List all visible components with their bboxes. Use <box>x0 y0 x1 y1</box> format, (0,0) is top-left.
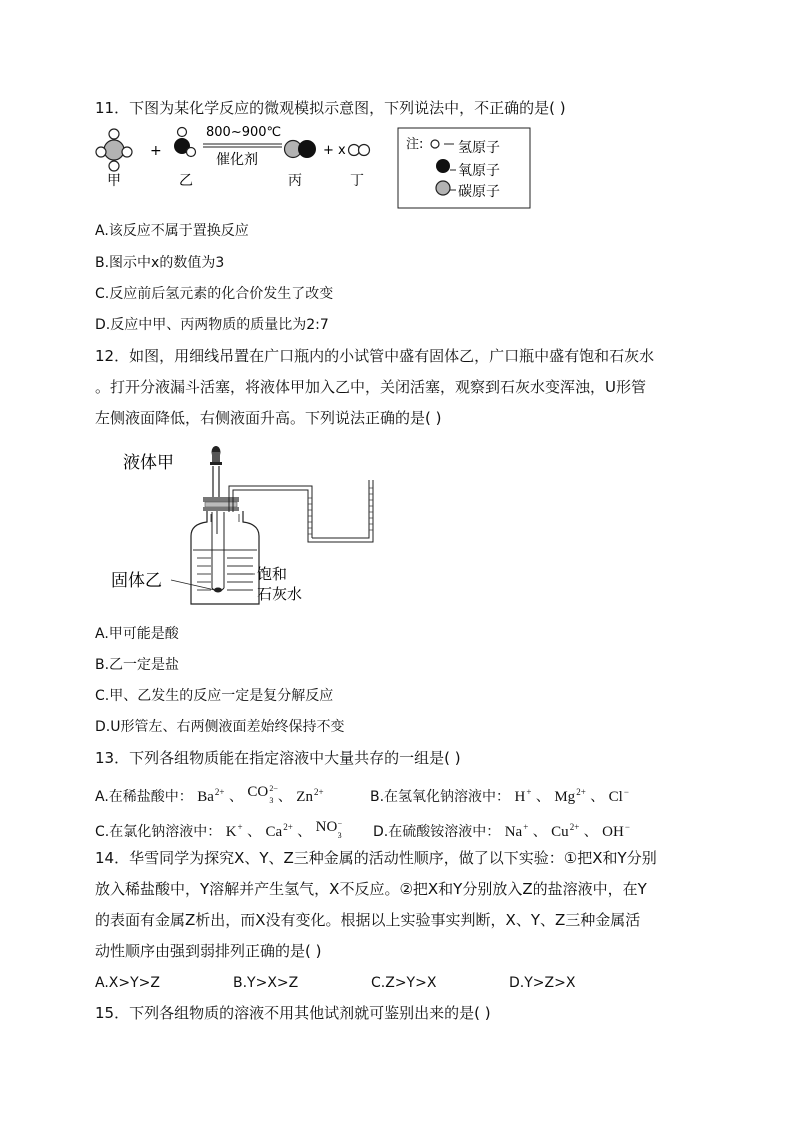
ion-cl: Cl− <box>608 787 629 805</box>
separator: 、 <box>297 824 312 840</box>
molecule-bing <box>285 141 316 158</box>
label-ding: 丁 <box>350 173 364 189</box>
condition-temperature: 800~900℃ <box>206 125 282 140</box>
q12-option-a: A.甲可能是酸 <box>95 626 179 642</box>
ion-ca: $Ca^{2+}$ <box>265 822 293 840</box>
label-lime-water: 石灰水 <box>257 585 303 603</box>
q13-d-prefix: D.在硫酸铵溶液中： <box>373 824 501 840</box>
separator: 、 <box>535 789 550 805</box>
q14-stem-line1: 14．华雪同学为探究X、Y、Z三种金属的活动性顺序，做了以下实验：①把X和Y分别 <box>95 849 657 867</box>
ion-mg: $Mg^{2+}$ <box>554 787 586 805</box>
q12-stem-line3: 左侧液面降低，右侧液面升高。下列说法正确的是( ) <box>95 409 442 427</box>
q12-apparatus-diagram <box>105 442 395 612</box>
molecule-jia <box>96 129 132 171</box>
label-saturated: 饱和 <box>257 565 288 583</box>
q12-option-c: C.甲、乙发生的反应一定是复分解反应 <box>95 688 334 704</box>
u-tube-liquid <box>308 488 373 534</box>
legend-carbon: 碳原子 <box>458 184 500 200</box>
label-yi: 乙 <box>179 173 193 189</box>
q11-option-b: B.图示中x的数值为3 <box>95 255 225 271</box>
label-liquid-jia: 液体甲 <box>123 453 174 473</box>
plus-sign-1: + <box>150 143 162 159</box>
separator: 、 <box>228 789 243 805</box>
separator: 、 <box>532 824 547 840</box>
q11-reaction-diagram <box>90 122 550 212</box>
q13-c-prefix: C.在氯化钠溶液中： <box>95 824 222 840</box>
q12-option-d: D.U形管左、右两侧液面差始终保持不变 <box>95 719 345 735</box>
separator: 、 <box>247 824 262 840</box>
condition-catalyst: 催化剂 <box>216 152 258 168</box>
legend-box <box>398 128 530 208</box>
ion-cu: $Cu^{2+}$ <box>551 822 580 840</box>
legend-title: 注: <box>406 137 424 152</box>
legend-oxygen: 氧原子 <box>458 163 500 179</box>
label-bing: 丙 <box>288 173 302 189</box>
q13-option-d <box>373 817 630 842</box>
q14-option-c: C.Z>Y>X <box>371 975 437 991</box>
q13-option-a <box>95 782 324 807</box>
molecule-ding <box>349 145 370 156</box>
separator: 、 <box>583 824 598 840</box>
q14-stem-line2: 放入稀盐酸中，Y溶解并产生氢气，X不反应。②把X和Y分别放入Z的盐溶液中，在Y <box>95 880 647 898</box>
rubber-stopper <box>203 497 239 511</box>
label-jia: 甲 <box>107 173 121 189</box>
separator: 、 <box>590 789 605 805</box>
molecule-yi <box>175 128 196 157</box>
u-tube <box>229 480 373 542</box>
ion-h: H+ <box>514 787 532 805</box>
lime-water <box>193 550 257 590</box>
label-solid-yi: 固体乙 <box>111 571 162 591</box>
q11-option-a: A.该反应不属于置换反应 <box>95 223 249 239</box>
ion-zn: $Zn^{2+}$ <box>296 787 324 805</box>
q11-option-d: D.反应中甲、丙两物质的质量比为2:7 <box>95 317 329 333</box>
ion-oh: OH− <box>602 822 630 840</box>
separator: 、 <box>277 789 292 805</box>
q11-stem: 11．下图为某化学反应的微观模拟示意图，下列说法中，不正确的是( ) <box>95 99 566 117</box>
q12-option-b: B.乙一定是盐 <box>95 657 180 673</box>
small-test-tube <box>212 512 224 593</box>
q13-b-prefix: B.在氢氧化钠溶液中： <box>370 789 511 805</box>
ion-co3: CO 2− 3 <box>247 784 278 805</box>
q12-stem-line2: 。打开分液漏斗活塞，将液体甲加入乙中，关闭活塞，观察到石灰水变浑浊，U形管 <box>95 378 646 396</box>
q13-option-b <box>370 782 629 807</box>
legend-hydrogen: 氢原子 <box>458 140 500 156</box>
q14-stem-line3: 的表面有金属Z析出，而X没有变化。根据以上实验事实判断，X、Y、Z三种金属活 <box>95 911 641 929</box>
ion-ba: $Ba^{2+}$ <box>197 787 225 805</box>
ion-k: K+ <box>225 822 243 840</box>
q14-stem-line4: 动性顺序由强到弱排列正确的是( ) <box>95 942 322 960</box>
q13-a-prefix: A.在稀盐酸中： <box>95 789 193 805</box>
q14-option-d: D.Y>Z>X <box>509 975 576 991</box>
plus-x: + x <box>323 143 346 158</box>
q11-option-c: C.反应前后氢元素的化合价发生了改变 <box>95 286 334 302</box>
q13-stem: 13．下列各组物质能在指定溶液中大量共存的一组是( ) <box>95 749 461 767</box>
q14-option-a: A.X>Y>Z <box>95 975 160 991</box>
q14-option-b: B.Y>X>Z <box>233 975 299 991</box>
ion-na: Na+ <box>504 822 529 840</box>
q12-stem-line1: 12．如图，用细线吊置在广口瓶内的小试管中盛有固体乙，广口瓶中盛有饱和石灰水 <box>95 347 655 365</box>
ion-no3: NO − 3 <box>315 819 343 840</box>
q15-stem: 15．下列各组物质的溶液不用其他试剂就可鉴别出来的是( ) <box>95 1004 491 1022</box>
q13-option-c <box>95 817 342 842</box>
